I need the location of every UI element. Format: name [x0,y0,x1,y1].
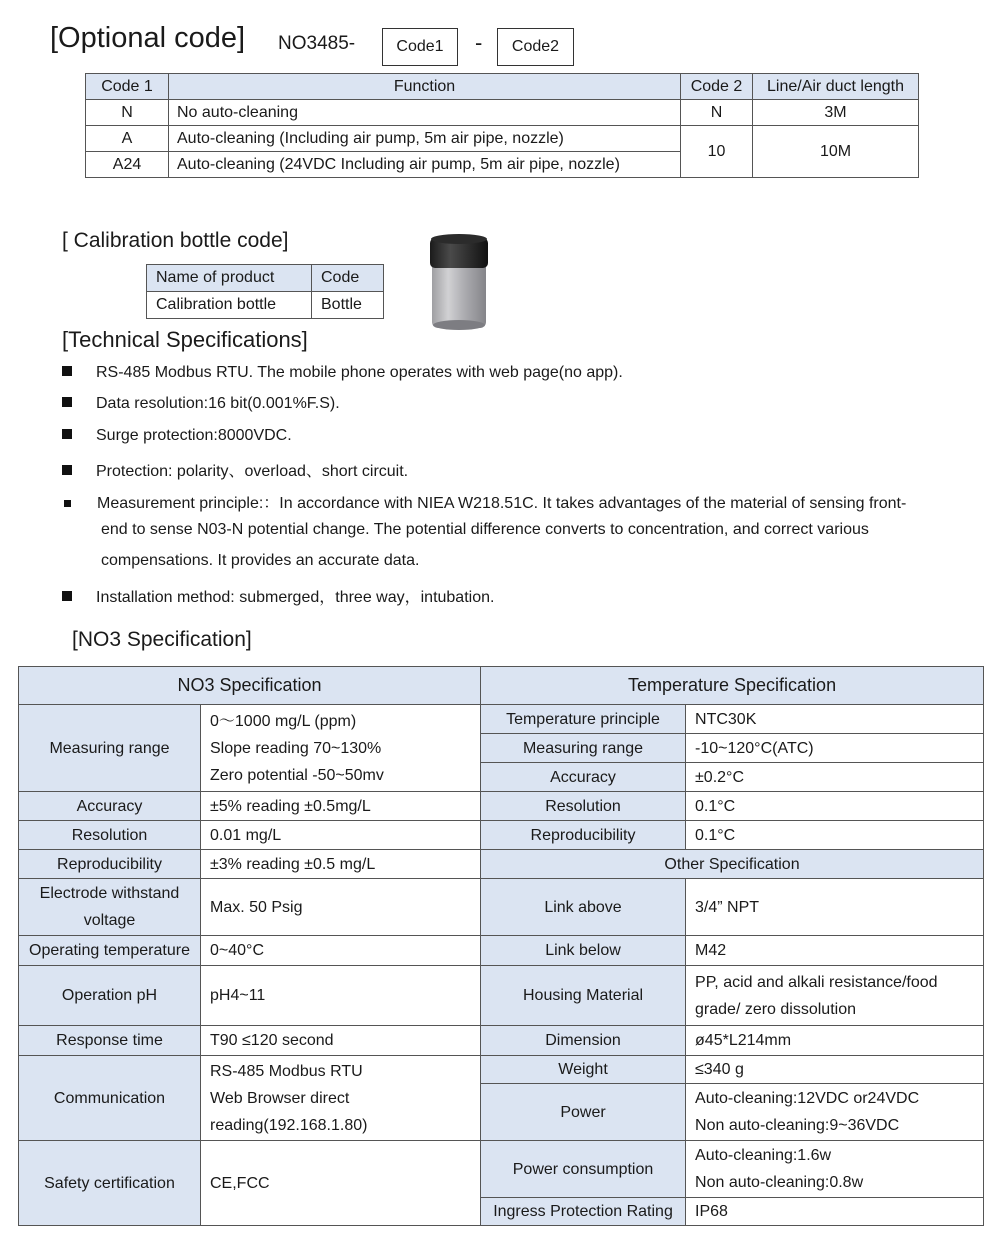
no3-spec-header: NO3 Specification [19,667,481,705]
table-row [19,966,984,1026]
dimension-label: Dimension [481,1026,686,1056]
bullet-icon [62,366,72,376]
header-cell: Function [169,74,681,100]
bullet-icon [62,591,72,601]
consumption-value: Auto-cleaning:1.6w Non auto-cleaning:0.8w [686,1141,984,1198]
no3-spec-table [18,666,984,1226]
link-below-label: Link below [481,936,686,966]
electrode-value: Max. 50 Psig [201,879,481,936]
table-row [19,1026,984,1056]
header-cell: Name of product [147,265,312,292]
page-title: [Optional code] [50,22,246,54]
measuring-range-label: Measuring range [19,705,201,792]
optional-code-table [85,73,919,178]
length-cell: 10M [753,126,919,178]
code1-label: Code1 [396,38,444,55]
function-cell: Auto-cleaning (24VDC Including air pump, 5m air pipe, nozzle) [169,152,681,178]
code-dash: - [475,30,483,55]
code2-cell: 10 [681,126,753,178]
code2-cell: N [681,100,753,126]
temp-accuracy-label: Accuracy [481,763,686,792]
housing-label: Housing Material [481,966,686,1026]
safety-value: CE,FCC [201,1141,481,1226]
safety-label: Safety certification [19,1141,201,1226]
temp-spec-header: Temperature Specification [481,667,984,705]
table-row [147,292,384,319]
ip-rating-label: Ingress Protection Rating [481,1198,686,1226]
consumption-label: Power consumption [481,1141,686,1198]
table-row [19,1056,984,1084]
code-cell: Bottle [312,292,384,319]
table-row [19,821,984,850]
spec-continuation: end to sense N03-N potential change. The potential difference converts to concentration, and correct various [101,521,869,538]
electrode-label: Electrode withstand voltage [19,879,201,936]
weight-value: ≤340 g [686,1056,984,1084]
housing-value: PP, acid and alkali resistance/food grade/ zero dissolution [686,966,984,1026]
no3-spec-title: [NO3 Specification] [72,628,252,651]
model-prefix: NO3485- [278,33,356,54]
header-cell: Code [312,265,384,292]
spec-bullet-item: Protection: polarity、overload、short circuit. [62,458,408,481]
temp-principle-label: Temperature principle [481,705,686,734]
header-cell: Code 1 [86,74,169,100]
temp-principle-value: NTC30K [686,705,984,734]
table-row [19,705,984,734]
table-row [19,879,984,936]
code1-cell: N [86,100,169,126]
tech-spec-title: [Technical Specifications] [62,327,308,352]
temp-accuracy-value: ±0.2°C [686,763,984,792]
table-row [19,936,984,966]
function-cell: Auto-cleaning (Including air pump, 5m air pipe, nozzle) [169,126,681,152]
link-above-value: 3/4” NPT [686,879,984,936]
bullet-icon [62,465,72,475]
calibration-bottle-image [428,232,490,332]
ip-rating-value: IP68 [686,1198,984,1226]
spec-bullet-item: Installation method: submerged，three way，intubation. [62,584,494,607]
dimension-value: ø45*L214mm [686,1026,984,1056]
length-cell: 3M [753,100,919,126]
accuracy-label: Accuracy [19,792,201,821]
code1-cell: A24 [86,152,169,178]
reproducibility-label: Reproducibility [19,850,201,879]
temp-range-value: -10~120°C(ATC) [686,734,984,763]
temp-reproducibility-value: 0.1°C [686,821,984,850]
response-value: T90 ≤120 second [201,1026,481,1056]
calibration-title: [ Calibration bottle code] [62,229,289,252]
spec-continuation: compensations. It provides an accurate data. [101,552,420,569]
op-ph-value: pH4~11 [201,966,481,1026]
communication-label: Communication [19,1056,201,1141]
table-row [86,126,919,152]
product-cell: Calibration bottle [147,292,312,319]
communication-value: RS-485 Modbus RTU Web Browser direct reading(192.168.1.80) [201,1056,481,1141]
link-above-label: Link above [481,879,686,936]
resolution-label: Resolution [19,821,201,850]
temp-reproducibility-label: Reproducibility [481,821,686,850]
table-header-row [147,265,384,292]
bullet-icon [62,429,72,439]
spec-bullet-item: RS-485 Modbus RTU. The mobile phone operates with web page(no app). [62,364,623,382]
bullet-icon [62,397,72,407]
code1-cell: A [86,126,169,152]
spec-bullet-item: Surge protection:8000VDC. [62,427,292,445]
op-ph-label: Operation pH [19,966,201,1026]
temp-resolution-value: 0.1°C [686,792,984,821]
table-row [19,792,984,821]
power-value: Auto-cleaning:12VDC or24VDC Non auto-cleaning:9~36VDC [686,1084,984,1141]
link-below-value: M42 [686,936,984,966]
code2-label: Code2 [511,38,560,55]
header-cell: Line/Air duct length [753,74,919,100]
code1-box [382,28,458,66]
code2-box [497,28,574,66]
table-header-row [19,667,984,705]
reproducibility-value: ±3% reading ±0.5 mg/L [201,850,481,879]
measuring-range-value: 0～1000 mg/L (ppm) Slope reading 70~130% Zero potential -50~50mv [201,705,481,792]
header-cell: Code 2 [681,74,753,100]
spec-bullet-item: Data resolution:16 bit(0.001%F.S). [62,395,340,413]
accuracy-value: ±5% reading ±0.5mg/L [201,792,481,821]
weight-label: Weight [481,1056,686,1084]
table-row [86,100,919,126]
op-temp-value: 0~40°C [201,936,481,966]
temp-resolution-label: Resolution [481,792,686,821]
resolution-value: 0.01 mg/L [201,821,481,850]
bullet-icon [64,500,71,507]
op-temp-label: Operating temperature [19,936,201,966]
spec-bullet-item: Measurement principle:：In accordance with NIEA W218.51C. It takes advantages of the material of sensing front- [62,490,906,513]
response-label: Response time [19,1026,201,1056]
table-row [19,850,984,879]
other-spec-header: Other Specification [481,850,984,879]
table-header-row [86,74,919,100]
function-cell: No auto-cleaning [169,100,681,126]
power-label: Power [481,1084,686,1141]
temp-range-label: Measuring range [481,734,686,763]
table-row [19,1141,984,1198]
calibration-table [146,264,384,319]
